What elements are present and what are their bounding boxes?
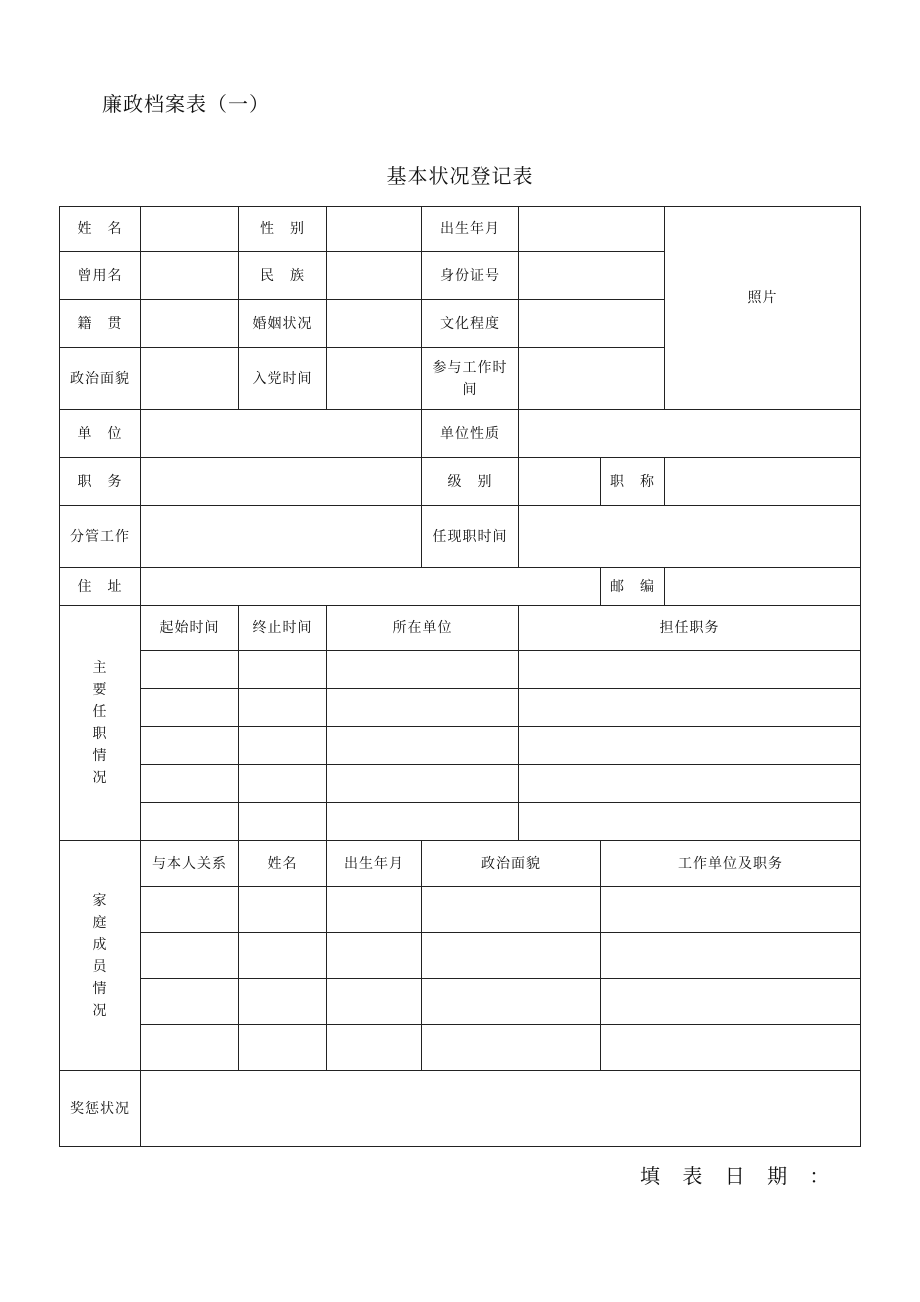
career-cell-end[interactable] [239, 727, 327, 765]
row-unit [60, 410, 861, 458]
family-label-char: 况 [92, 1002, 108, 1019]
family-cell-name[interactable] [239, 887, 327, 933]
field-native-place[interactable] [141, 300, 239, 348]
field-title[interactable] [665, 458, 861, 506]
career-cell-unit[interactable] [327, 803, 519, 841]
career-label-char: 况 [92, 770, 108, 786]
career-cell-end[interactable] [239, 651, 327, 689]
career-row [60, 651, 861, 689]
family-cell-political[interactable] [422, 887, 601, 933]
field-awards[interactable] [141, 1071, 861, 1147]
field-name[interactable] [141, 207, 239, 252]
label-name: 姓 名 [60, 207, 141, 252]
family-cell-birth[interactable] [327, 933, 422, 979]
row-address [60, 568, 861, 606]
career-cell-unit[interactable] [327, 651, 519, 689]
career-cell-duty[interactable] [519, 803, 861, 841]
field-party-date[interactable] [327, 348, 422, 410]
family-cell-workplace[interactable] [601, 887, 861, 933]
label-title: 职 称 [601, 458, 665, 506]
field-education[interactable] [519, 300, 665, 348]
family-row [60, 933, 861, 979]
registration-form-table [59, 206, 861, 1147]
family-header-political: 政治面貌 [422, 841, 601, 887]
family-cell-relation[interactable] [141, 933, 239, 979]
document-heading: 廉政档案表（一） [102, 92, 270, 116]
family-cell-political[interactable] [422, 1025, 601, 1071]
career-cell-start[interactable] [141, 689, 239, 727]
field-marital[interactable] [327, 300, 422, 348]
family-cell-workplace[interactable] [601, 1025, 861, 1071]
label-native-place: 籍 贯 [60, 300, 141, 348]
career-header-row [60, 606, 861, 651]
career-cell-duty[interactable] [519, 765, 861, 803]
family-cell-relation[interactable] [141, 979, 239, 1025]
field-postcode[interactable] [665, 568, 861, 606]
career-cell-unit[interactable] [327, 689, 519, 727]
career-header-start: 起始时间 [141, 606, 239, 651]
family-cell-political[interactable] [422, 979, 601, 1025]
family-cell-political[interactable] [422, 933, 601, 979]
career-cell-end[interactable] [239, 689, 327, 727]
family-cell-birth[interactable] [327, 1025, 422, 1071]
career-label-char: 要 [92, 682, 108, 698]
field-level[interactable] [519, 458, 601, 506]
family-cell-birth[interactable] [327, 887, 422, 933]
label-id-number: 身份证号 [422, 252, 519, 300]
label-marital: 婚姻状况 [239, 300, 327, 348]
career-cell-start[interactable] [141, 651, 239, 689]
career-cell-duty[interactable] [519, 727, 861, 765]
label-appointed-date: 任现职时间 [422, 506, 519, 568]
family-header-birth: 出生年月 [327, 841, 422, 887]
form-title: 基本状况登记表 [386, 164, 534, 188]
family-cell-name[interactable] [239, 979, 327, 1025]
label-ethnicity: 民 族 [239, 252, 327, 300]
photo-box[interactable] [665, 207, 861, 410]
row-awards [60, 1071, 861, 1147]
family-cell-name[interactable] [239, 1025, 327, 1071]
label-work-start: 参与工作时间 [422, 348, 519, 410]
career-header-duty: 担任职务 [519, 606, 861, 651]
fill-date-label: 填 表 日 期 ： [640, 1164, 838, 1188]
field-unit[interactable] [141, 410, 422, 458]
label-awards: 奖惩状况 [60, 1071, 141, 1147]
label-postcode: 邮 编 [601, 568, 665, 606]
family-cell-workplace[interactable] [601, 979, 861, 1025]
label-managed-work: 分管工作 [60, 506, 141, 568]
career-cell-start[interactable] [141, 727, 239, 765]
field-managed-work[interactable] [141, 506, 422, 568]
career-label-char: 情 [92, 748, 108, 764]
career-row [60, 765, 861, 803]
career-section-label [60, 606, 141, 841]
field-ethnicity[interactable] [327, 252, 422, 300]
label-position: 职 务 [60, 458, 141, 506]
row-managed-work [60, 506, 861, 568]
career-cell-unit[interactable] [327, 727, 519, 765]
field-gender[interactable] [327, 207, 422, 252]
family-section-label [60, 841, 141, 1071]
field-political[interactable] [141, 348, 239, 410]
career-header-unit: 所在单位 [327, 606, 519, 651]
career-label-char: 任 [92, 704, 108, 720]
field-birth[interactable] [519, 207, 665, 252]
career-cell-end[interactable] [239, 765, 327, 803]
career-label-char: 主 [92, 660, 108, 676]
career-cell-start[interactable] [141, 765, 239, 803]
family-label-char: 家 [92, 892, 108, 909]
family-row [60, 1025, 861, 1071]
label-gender: 性 别 [239, 207, 327, 252]
family-label-char: 成 [92, 936, 108, 953]
label-party-date: 入党时间 [239, 348, 327, 410]
family-row [60, 979, 861, 1025]
field-work-start[interactable] [519, 348, 665, 410]
family-header-name: 姓名 [239, 841, 327, 887]
family-cell-birth[interactable] [327, 979, 422, 1025]
family-cell-workplace[interactable] [601, 933, 861, 979]
family-header-workplace: 工作单位及职务 [601, 841, 861, 887]
label-birth: 出生年月 [422, 207, 519, 252]
label-unit-nature: 单位性质 [422, 410, 519, 458]
family-header-row [60, 841, 861, 887]
career-cell-end[interactable] [239, 803, 327, 841]
family-label-char: 庭 [92, 914, 108, 931]
label-education: 文化程度 [422, 300, 519, 348]
career-cell-duty[interactable] [519, 689, 861, 727]
field-appointed-date[interactable] [519, 506, 861, 568]
family-header-relation: 与本人关系 [141, 841, 239, 887]
field-unit-nature[interactable] [519, 410, 861, 458]
field-former-name[interactable] [141, 252, 239, 300]
career-row [60, 803, 861, 841]
career-header-end: 终止时间 [239, 606, 327, 651]
family-label-char: 员 [92, 958, 108, 975]
career-row [60, 727, 861, 765]
career-cell-duty[interactable] [519, 651, 861, 689]
row-name [60, 207, 861, 252]
career-label-char: 职 [92, 726, 108, 742]
career-cell-start[interactable] [141, 803, 239, 841]
career-row [60, 689, 861, 727]
field-address[interactable] [141, 568, 601, 606]
label-unit: 单 位 [60, 410, 141, 458]
field-position[interactable] [141, 458, 422, 506]
row-position [60, 458, 861, 506]
label-former-name: 曾用名 [60, 252, 141, 300]
family-cell-relation[interactable] [141, 1025, 239, 1071]
field-id-number[interactable] [519, 252, 665, 300]
family-cell-relation[interactable] [141, 887, 239, 933]
label-address: 住 址 [60, 568, 141, 606]
family-row [60, 887, 861, 933]
family-cell-name[interactable] [239, 933, 327, 979]
family-label-char: 情 [92, 980, 108, 997]
label-level: 级 别 [422, 458, 519, 506]
career-cell-unit[interactable] [327, 765, 519, 803]
label-political: 政治面貌 [60, 348, 141, 410]
photo-label: 照片 [747, 290, 778, 306]
